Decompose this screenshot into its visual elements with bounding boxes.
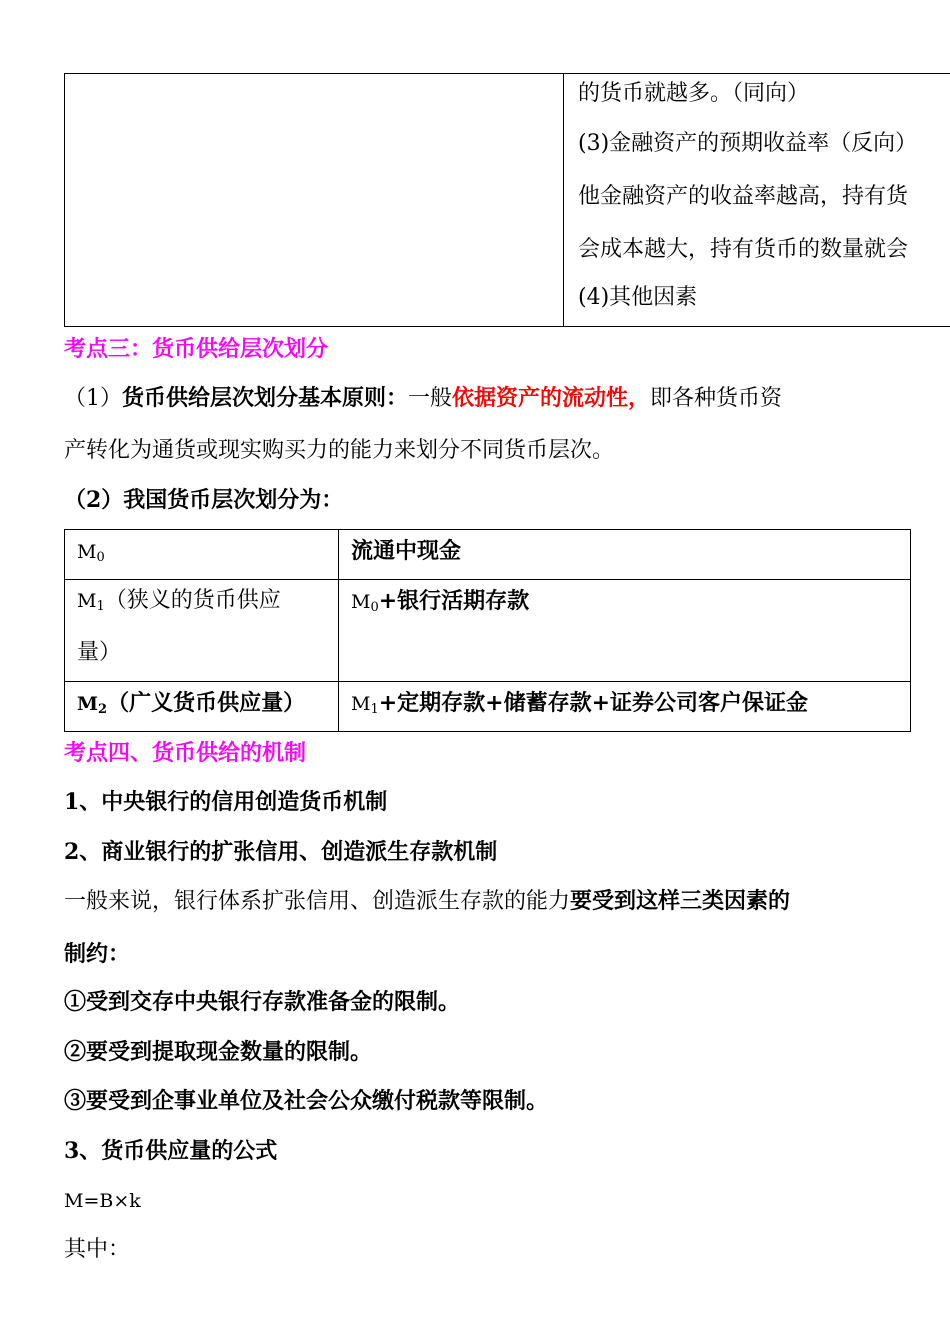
m0-subscript: 0 [96, 550, 105, 565]
top-table-border-mid [563, 73, 564, 327]
money-table-right [910, 529, 911, 732]
section3-p1-prefix: （1） [64, 386, 122, 411]
money-table-row1-bottom [64, 579, 911, 580]
top-table-line-5: (4)其他因素 [578, 285, 698, 310]
m0-symbol: M [77, 541, 97, 563]
top-table-line-2: (3)金融资产的预期收益率（反向） [578, 131, 918, 156]
section4-item3: 3、货币供应量的公式 [64, 1138, 278, 1164]
constraint-3: ③要受到企事业单位及社会公众缴付税款等限制。 [64, 1088, 549, 1114]
section3-p1 [64, 385, 782, 412]
money-table-top [64, 529, 911, 530]
section3-p1-normal: 一般 [408, 386, 453, 411]
m2-def-text: +定期存款+储蓄存款+证券公司客户保证金 [378, 690, 809, 716]
money-table-row2-bottom [64, 681, 911, 682]
section4-paragraph-bold: 要受到这样三类因素的 [570, 888, 791, 914]
where-label: 其中： [64, 1237, 131, 1262]
section3-p2: （2）我国货币层次划分为： [64, 487, 344, 513]
top-table-border-bottom [64, 326, 950, 327]
section3-p1-bold: 货币供给层次划分基本原则： [122, 385, 409, 411]
m1-subscript: 1 [96, 599, 105, 614]
money-table-left [64, 529, 65, 732]
top-table-line-3: 他金融资产的收益率越高，持有货 [578, 184, 909, 209]
top-table-border-left [64, 73, 65, 327]
m1-label-text: （狭义的货币供应 [104, 588, 281, 613]
money-supply-formula: M=B×k [64, 1190, 141, 1212]
top-table-border-top [64, 73, 950, 74]
m2-def-subscript: 1 [370, 702, 379, 717]
section4-item2: 2、商业银行的扩张信用、创造派生存款机制 [64, 839, 498, 865]
m2-definition [351, 690, 808, 723]
m2-symbol: M [77, 693, 99, 715]
section3-p1-red: 依据资产的流动性， [452, 385, 651, 411]
top-table-line-1: 的货币就越多。（同向） [578, 81, 810, 106]
m1-definition [351, 588, 529, 621]
money-table-bottom [64, 731, 911, 732]
top-table-line-4: 会成本越大，持有货币的数量就会 [578, 237, 909, 262]
m1-def-subscript: 0 [370, 600, 379, 615]
m1-def-symbol: M [351, 591, 371, 613]
m2-subscript: 2 [98, 702, 108, 717]
m2-label [77, 690, 305, 723]
m2-label-text: （广义货币供应量） [107, 690, 306, 716]
section4-paragraph [64, 888, 790, 915]
section4-item1: 1、中央银行的信用创造货币机制 [64, 789, 388, 815]
m2-def-symbol: M [351, 693, 371, 715]
m1-def-text: +银行活期存款 [378, 588, 530, 614]
section3-p1-rest: 即各种货币资 [650, 386, 783, 411]
section4-title: 考点四、货币供给的机制 [64, 740, 307, 766]
m1-label [77, 588, 281, 620]
m1-symbol: M [77, 590, 97, 612]
section3-title: 考点三：货币供给层次划分 [64, 336, 329, 362]
section3-p1-line2: 产转化为通货或现实购买力的能力来划分不同货币层次。 [64, 438, 615, 463]
m1-label-line2: 量） [77, 640, 122, 665]
money-table-mid [338, 529, 339, 732]
constraint-2: ②要受到提取现金数量的限制。 [64, 1039, 373, 1065]
section4-paragraph-normal: 一般来说，银行体系扩张信用、创造派生存款的能力 [64, 889, 571, 914]
m0-label [77, 539, 105, 571]
section4-paragraph-line2: 制约： [64, 941, 131, 967]
constraint-1: ①受到交存中央银行存款准备金的限制。 [64, 989, 461, 1015]
m0-definition: 流通中现金 [351, 538, 462, 564]
